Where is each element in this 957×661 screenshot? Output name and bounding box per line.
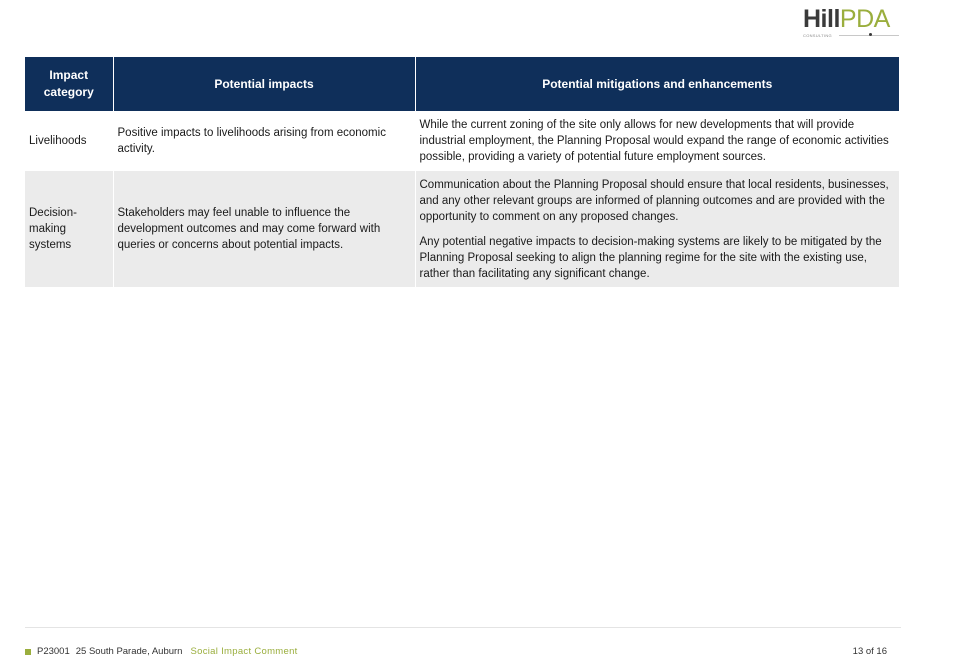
- hillpda-logo: [803, 6, 903, 40]
- footer-project-info: [37, 645, 298, 659]
- footer-divider: [25, 627, 901, 628]
- cell-mitigations: [415, 171, 899, 287]
- cell-impacts: Positive impacts to livelihoods arising from economic activity.: [113, 111, 415, 171]
- header-impact-category: Impact category: [25, 57, 113, 111]
- logo-dot: [869, 33, 872, 36]
- mitigation-paragraph: While the current zoning of the site only allows for new developments that will provide industrial employment, the Planning Proposal would expand the range of economic activities possible, providing a variety of potential future employment sources.: [419, 119, 889, 163]
- table-row-livelihoods: [25, 111, 899, 171]
- footer-project-code: P23001: [37, 646, 70, 657]
- page-footer: [25, 645, 887, 659]
- mitigation-paragraph: Communication about the Planning Proposal should ensure that local residents, businesses, and any other relevant groups are informed of planning outcomes and are provided with the opportunity to comment on any proposed changes.: [419, 178, 889, 223]
- logo-subtitle: CONSULTING: [803, 33, 832, 38]
- mitigation-paragraph: Any potential negative impacts to decision-making systems are likely to be mitigated by the Planning Proposal seeking to align the planning regime for the site with the existing use, rather than facilitating any significant change.: [419, 235, 882, 280]
- footer-page-number: 13 of 16: [852, 646, 887, 657]
- cell-mitigations: [415, 111, 899, 171]
- social-impacts-table: [25, 57, 899, 287]
- cell-impacts: Stakeholders may feel unable to influence the development outcomes and may come forward with queries or concerns about potential impacts.: [113, 171, 415, 287]
- cell-category: Decision-making systems: [25, 171, 113, 287]
- logo-hill-text: Hill: [803, 5, 840, 33]
- logo-pda-text: PDA: [839, 5, 890, 33]
- cell-category: Livelihoods: [25, 111, 113, 171]
- table-header-row: [25, 57, 899, 111]
- header-potential-impacts: Potential impacts: [113, 57, 415, 111]
- table-row-decision-making: [25, 171, 899, 287]
- footer-square-icon: [25, 649, 31, 655]
- header-potential-mitigations: Potential mitigations and enhancements: [415, 57, 899, 111]
- logo-wordmark: [803, 6, 903, 32]
- footer-address: 25 South Parade, Auburn: [75, 646, 183, 657]
- footer-document-title: Social Impact Comment: [190, 646, 298, 657]
